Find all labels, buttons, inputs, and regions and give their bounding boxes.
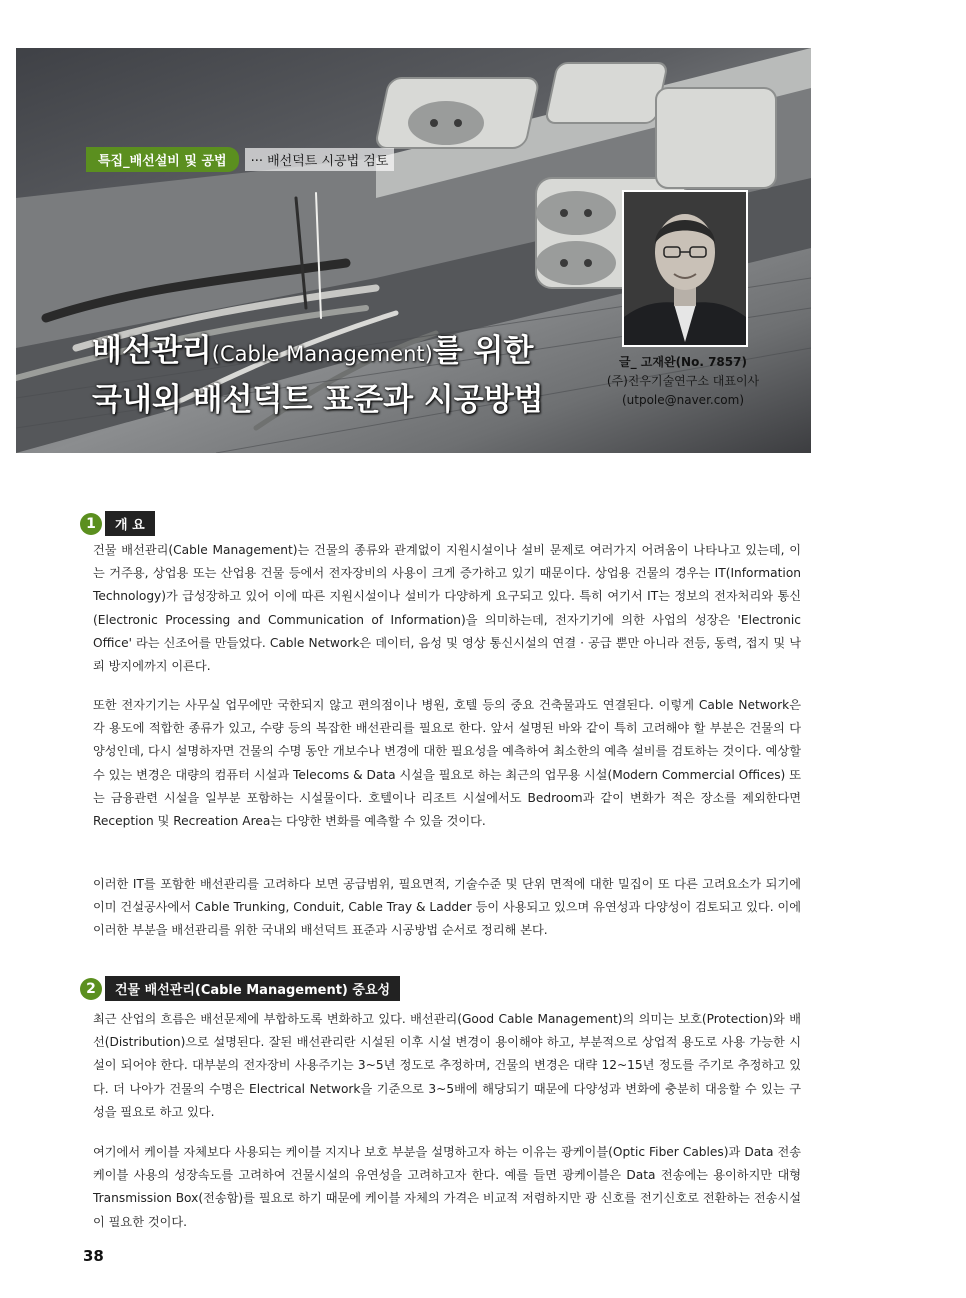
article-title [92,328,544,423]
section-2-title: 건물 배선관리(Cable Management) 중요성 [105,976,400,1001]
section-1-paragraph-2: 또한 전자기기는 사무실 업무에만 국한되지 않고 편의점이나 병원, 호텔 등의 중요 건축물과도 연결된다. 이렇게 Cable Network은 각 용도에 적합한 종류가 있고, 수량 등의 복잡한 배선관리를 필요로 한다. 앞서 설명된 바와 같이 특히 고려해야 할 부분은 건물의 다양성인데, 다시 설명하자면 건물의 수명 동안 개보수나 변경에 대한 필요성을 예측하여 최소한의 예측 설비를 검토하는 것이다. 예상할 수 있는 변경은 대량의 컴퓨터 시설과 Telecoms & Data 시설을 필요로 하는 최근의 업무용 시설(Modern Commercial Offices) 또는 금융관련 시설을 일부분 포함하는 시설물이다. 호텔이나 리조트 시설에서도 Bedroom과 같이 변화가 적은 장소를 제외한다면 Reception 및 Recreation Area는 다양한 변화를 예측할 수 있을 것이다. [93,698,801,829]
title-main: 배선관리 [92,333,212,369]
author-photo [622,190,748,347]
author-portrait-icon [624,192,746,345]
title-paren: (Cable Management) [211,342,433,366]
page-number: 38 [83,1247,104,1265]
section-tag [86,148,394,170]
section-1-heading [80,511,155,536]
subsection-label: ··· 배선덕트 시공법 검토 [245,148,395,171]
section-2-paragraph-1: 최근 산업의 흐름은 배선문제에 부합하도록 변화하고 있다. 배선관리(Good Cable Management)의 의미는 보호(Protection)와 배선(Distribution)으로 설명된다. 잘된 배선관리란 시설된 이후 시설 변경이 용이해야 하고, 부분적으로 상업적 용도로 사용 가능한 시설이 되어야 한다. 대부분의 전자장비 사용주기는 3~5년 정도로 추정하며, 건물의 변경은 대략 12~15년 정도를 주기로 추정하고 있다. 더 나아가 건물의 수명은 Electrical Network을 기준으로 3~5배에 해당되기 때문에 다양성과 변화에 충분히 대응할 수 있는 구성을 필요로 하고 있다. [93,1012,801,1119]
section-1-paragraph-1: 건물 배선관리(Cable Management)는 건물의 종류와 관계없이 지원시설이나 설비 문제로 여러가지 어려움이 나타나고 있는데, 이는 거주용, 상업용 또는 산업용 건물 등에서 전자장비의 사용이 크게 증가하고 있기 때문이다. 상업용 건물의 경우는 IT(Information Technology)가 급성장하고 있어 이에 따른 지원시설이나 설비가 다양하게 요구되고 있다. 특히 여기서 IT는 정보의 전자처리와 통신(Electronic Processing and Communication of Information)을 의미하는데, 전자기기에 의한 사업의 성장은 'Electronic Office' 라는 신조어를 만들었다. Cable Network은 데이터, 음성 및 영상 통신시설의 연결 · 공급 뿐만 아니라 전등, 동력, 접지 및 낙뢰 방지에까지 이른다. [93,543,801,674]
section-1-paragraph-3: 이러한 IT를 포함한 배선관리를 고려하다 보면 공급범위, 필요면적, 기술수준 및 단위 면적에 대한 밀집이 또 다른 고려요소가 되기에 이미 건설공사에서 Cable Trunking, Conduit, Cable Tray & Ladder 등이 사용되고 있으며 유연성과 다양성이 검토되고 있다. 이에 이러한 부분을 배선관리를 위한 국내외 배선덕트 표준과 시공방법 순서로 정리해 본다. [93,877,801,938]
section-2-paragraph-2: 여기에서 케이블 자체보다 사용되는 케이블 지지나 보호 부분을 설명하고자 하는 이유는 광케이블(Optic Fiber Cables)과 Data 전송 케이블 사용의 성장속도를 고려하여 건물시설의 유연성을 고려하고자 한다. 예를 들면 광케이블은 Data 전송에는 용이하지만 대형 Transmission Box(전송함)를 필요로 하기 때문에 케이블 자체의 가격은 비교적 저렴하지만 광 신호를 전기신호로 전환하는 전송시설이 필요한 것이다. [93,1145,801,1229]
section-1-title: 개 요 [105,511,155,536]
title-line-1 [92,328,544,377]
title-end: 를 위한 [432,333,534,369]
section-tag-label: 특집_배선설비 및 공법 [86,147,239,172]
title-line-2: 국내외 배선덕트 표준과 시공방법 [92,382,544,418]
section-2-number: 2 [80,978,102,1000]
author-name: 글_ 고재완(No. 7857) [619,355,747,369]
section-1-number: 1 [80,513,102,535]
header-banner [16,48,811,453]
section-2-heading [80,976,400,1001]
author-byline [598,353,768,410]
author-affiliation: (주)진우기술연구소 대표이사 [606,374,760,388]
author-email[interactable]: (utpole@naver.com) [621,393,745,407]
